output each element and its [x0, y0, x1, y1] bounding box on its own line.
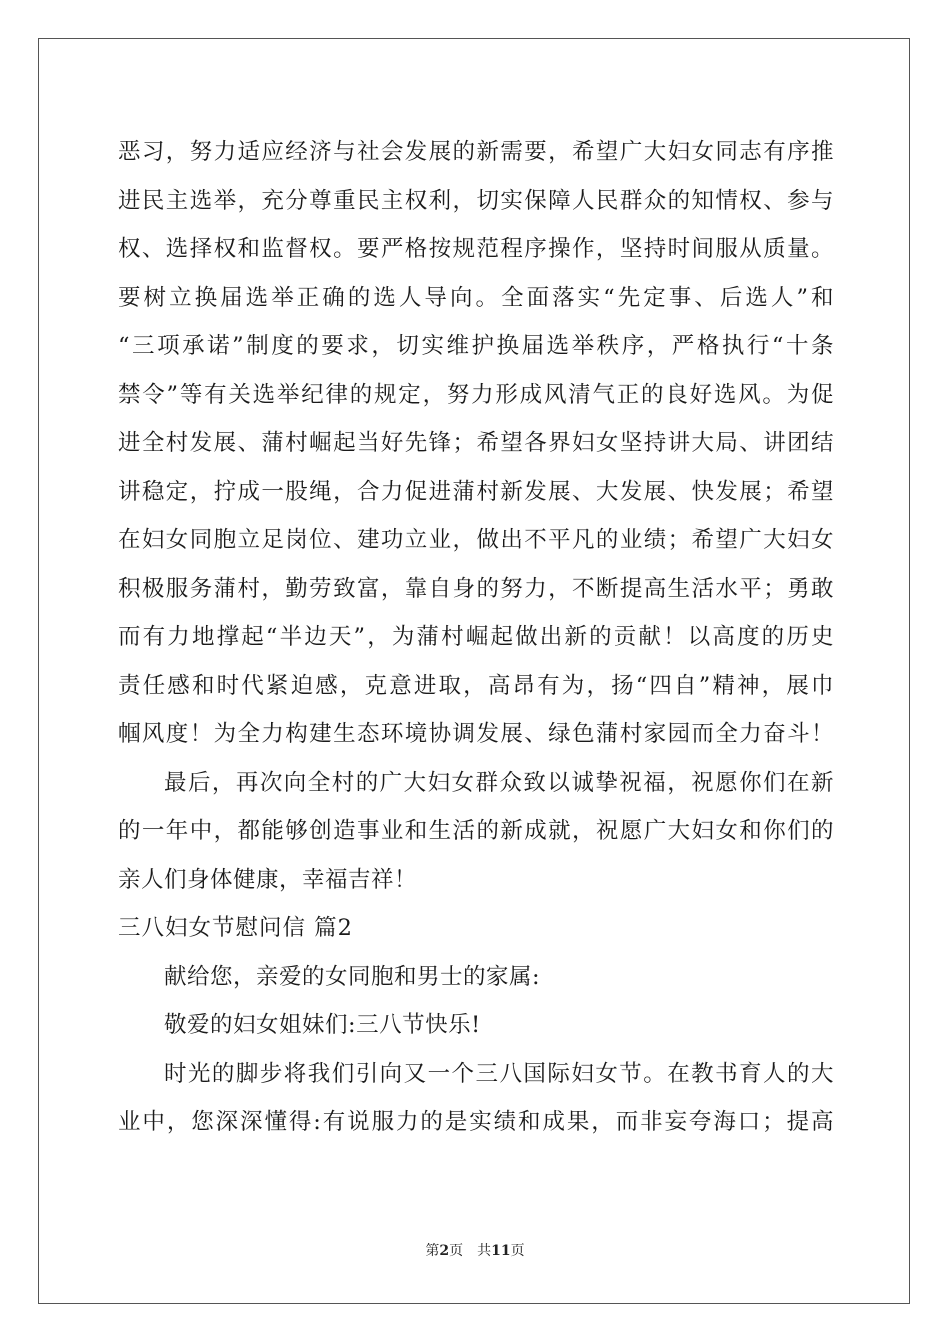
text-line: “三项承诺”制度的要求，切实维护换届选举秩序，严格执行“十条 [118, 333, 834, 359]
salutation-line: 献给您，亲爱的女同胞和男士的家属: [164, 963, 541, 990]
text-line: 而有力地撑起“半边天”，为蒲村崛起做出新的贡献！以高度的历史 [118, 624, 834, 650]
text-line: 积极服务蒲村，勤劳致富，靠自身的努力，不断提高生活水平；勇敢 [118, 575, 834, 602]
footer-prefix: 第 [425, 1243, 440, 1259]
total-page-count: 11 [491, 1243, 511, 1259]
text-line: 时光的脚步将我们引向又一个三八国际妇女节。在教书育人的大 [164, 1060, 834, 1087]
paragraph-letter [118, 1050, 834, 1147]
text-line: 权、选择权和监督权。要严格按规范程序操作，坚持时间服从质量。 [118, 236, 834, 262]
text-line: 最后，再次向全村的广大妇女群众致以诚挚祝福，祝愿你们在新 [164, 769, 834, 796]
text-line: 责任感和时代紧迫感，克意进取，高昂有为，扬“四自”精神，展巾 [118, 672, 834, 699]
document-body [118, 128, 834, 1147]
text-line: 业中，您深深懂得:有说服力的是实绩和成果，而非妄夸海口；提高 [118, 1109, 834, 1135]
page-footer [0, 1240, 950, 1260]
footer-suffix: 页 [510, 1243, 525, 1259]
paragraph-continued [118, 128, 834, 759]
paragraph-closing [118, 759, 834, 905]
text-line: 帼风度！为全力构建生态环境协调发展、绿色蒲村家园而全力奋斗！ [118, 721, 834, 747]
text-line: 的一年中，都能够创造事业和生活的新成就，祝愿广大妇女和你们的 [118, 818, 834, 844]
current-page-number: 2 [439, 1243, 450, 1259]
text-line: 要树立换届选举正确的选人导向。全面落实“先定事、后选人”和 [118, 284, 834, 311]
text-line: 在妇女同胞立足岗位、建功立业，做出不平凡的业绩；希望广大妇女 [118, 527, 834, 553]
footer-mid: 页 共 [449, 1243, 492, 1259]
text-line: 恶习，努力适应经济与社会发展的新需要，希望广大妇女同志有序推 [118, 139, 834, 165]
salutation-line: 敬爱的妇女姐妹们:三八节快乐! [164, 1012, 481, 1038]
text-line: 亲人们身体健康，幸福吉祥！ [118, 866, 418, 893]
text-line: 讲稳定，拧成一股绳，合力促进蒲村新发展、大发展、快发展；希望 [118, 478, 834, 505]
text-line: 禁令”等有关选举纪律的规定，努力形成风清气正的良好选风。为促 [118, 381, 834, 408]
text-line: 进民主选举，充分尊重民主权利，切实保障人民群众的知情权、参与 [118, 187, 834, 214]
text-line: 进全村发展、蒲村崛起当好先锋；希望各界妇女坚持讲大局、讲团结 [118, 430, 834, 456]
section-heading: 三八妇女节慰问信 篇2 [118, 915, 353, 941]
